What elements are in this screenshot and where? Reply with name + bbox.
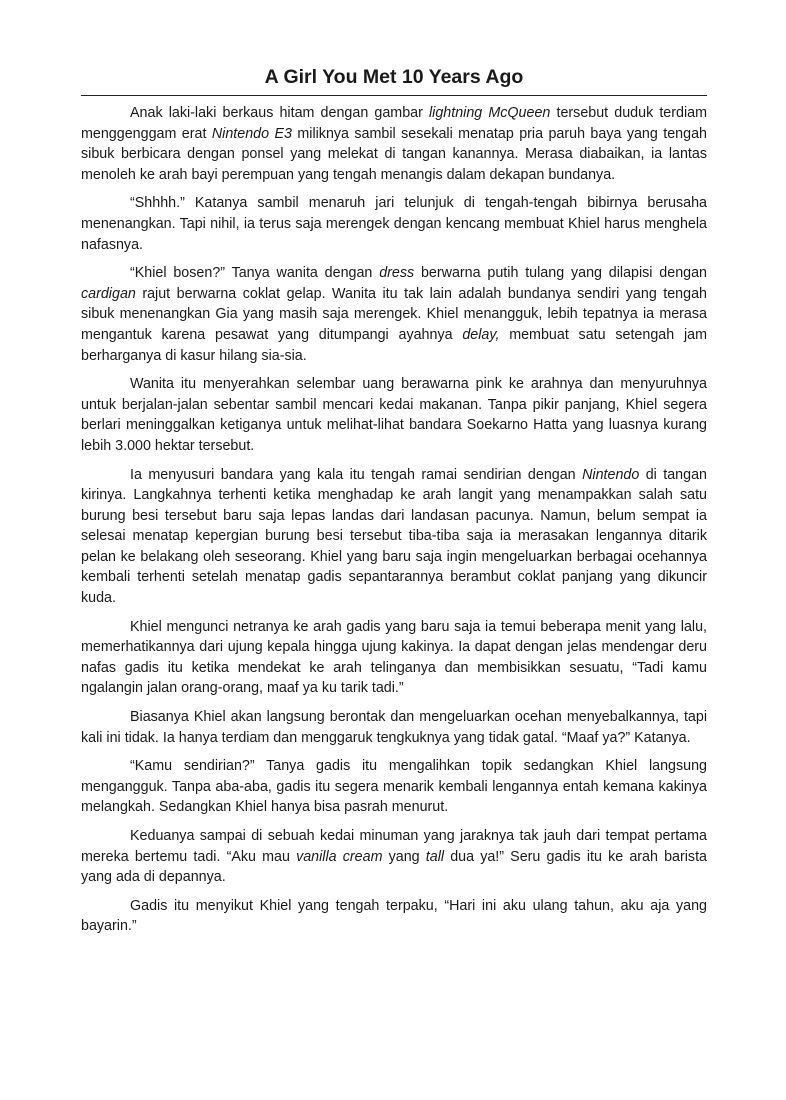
text-run: tersebut duduk terdiam menggenggam erat bbox=[81, 105, 708, 142]
italic-text-run: Nintendo bbox=[582, 466, 640, 483]
paragraph bbox=[81, 374, 707, 456]
italic-text-run: dress bbox=[379, 265, 415, 282]
text-run: Khiel mengunci netranya ke arah gadis yang baru saja ia temui beberapa menit yang lalu, memerhatikannya dari ujung kepala hingga ujung kakinya. Ia dapat dengan jelas mendengar deru nafas gadis itu ketika mendekat ke arah telinganya dan membisikkan sesuatu, “Tadi kamu ngalangin jalan orang-orang, maaf ya ku tarik tadi.” bbox=[81, 618, 707, 697]
paragraph bbox=[81, 756, 707, 818]
text-run: “Shhhh.” Katanya sambil menaruh jari telunjuk di tengah-tengah bibirnya berusaha menenangkan. Tapi nihil, ia terus saja merengek dengan kencang membuat Khiel harus menghela nafasnya. bbox=[81, 195, 707, 253]
italic-text-run: vanilla cream bbox=[296, 848, 383, 865]
story-title: A Girl You Met 10 Years Ago bbox=[264, 66, 524, 88]
paragraph bbox=[81, 193, 707, 255]
text-run: Gadis itu menyikut Khiel yang tengah terpaku, “Hari ini aku ulang tahun, aku aja yang bayarin.” bbox=[81, 897, 707, 935]
italic-text-run: lightning McQueen bbox=[428, 105, 551, 121]
text-run: Wanita itu menyerahkan selembar uang berawarna pink ke arahnya dan menyuruhnya untuk berjalan-jalan sebentar sambil mencari kedai makanan. Tanpa pikir panjang, Khiel segera berlari meninggalkan ketiganya untuk melihat-lihat bandara Soekarno Hatta yang luasnya kurang lebih 3.000 hektar tersebut. bbox=[81, 376, 707, 454]
text-run: Keduanya sampai di sebuah kedai minuman yang jaraknya tak jauh dari tempat pertama mereka bertemu tadi. “Aku mau bbox=[81, 828, 707, 865]
text-run: di tangan kirinya. Langkahnya terhenti ketika menghadap ke arah langit yang menampakkan salah satu burung besi tersebut baru saja lepas landas dari landasan pacunya. Namun, belum sempat ia selesai menatap kepergian burung besi tersebut tiba-tiba saja ia merasakan lengannya ditarik pelan ke belakang oleh seseorang. Khiel yang baru saja ingin mengeluarkan berbagai ocehannya kembali terhenti setelah menatap gadis sepantarannya berambut coklat panjang yang dikuncir kuda. bbox=[81, 466, 707, 607]
text-run: dua ya!” Seru gadis itu ke arah barista yang ada di depannya. bbox=[81, 848, 707, 886]
paragraph bbox=[81, 103, 707, 185]
paragraph bbox=[81, 263, 707, 366]
italic-text-run: tall bbox=[425, 848, 445, 865]
italic-text-run: delay, bbox=[462, 326, 500, 343]
text-run: rajut berwarna coklat gelap. Wanita itu tak lain adalah bundanya sendiri yang tengah sibuk menenangkan Gia yang masih saja merengek. Khiel menangguk, lebih tepatnya ia merasa mengantuk karena pesawat yang ditumpangi ayahnya bbox=[81, 285, 707, 343]
paragraph bbox=[81, 465, 707, 609]
text-run: “Kamu sendirian?” Tanya gadis itu mengalihkan topik sedangkan Khiel langsung mengangguk. Tanpa aba-aba, gadis itu segera menarik kembali lengannya entah kemana kakinya melangkah. Sedangkan Khiel hanya bisa pasrah menurut. bbox=[81, 758, 707, 816]
italic-text-run: Nintendo E3 bbox=[211, 125, 292, 142]
italic-text-run: cardigan bbox=[81, 285, 136, 302]
paragraph bbox=[81, 826, 707, 888]
text-run: “Khiel bosen?” Tanya wanita dengan bbox=[130, 265, 380, 282]
text-run: Ia menyusuri bandara yang kala itu tengah ramai sendirian dengan bbox=[130, 466, 583, 483]
text-run: Anak laki-laki berkaus hitam dengan gambar bbox=[130, 105, 429, 121]
title-underline bbox=[81, 95, 707, 96]
paragraph bbox=[81, 617, 707, 699]
text-run: miliknya sambil sesekali menatap pria paruh baya yang tengah sibuk berbicara dengan ponsel yang melekat di tangan kanannya. Merasa diabaikan, ia lantas menoleh ke arah bayi perempuan yang tengah menangis dalam dekapan bundanya. bbox=[81, 125, 707, 183]
paragraph bbox=[81, 896, 707, 937]
text-run: yang bbox=[382, 848, 426, 865]
text-run: membuat satu setengah jam berharganya di kasur hilang sia-sia. bbox=[81, 326, 707, 364]
text-run: Biasanya Khiel akan langsung berontak dan mengeluarkan ocehan menyebalkannya, tapi kali ini tidak. Ia hanya terdiam dan menggaruk tengkuknya yang tidak gatal. “Maaf ya?” Katanya. bbox=[81, 709, 707, 746]
story-body bbox=[81, 103, 707, 945]
text-run: berwarna putih tulang yang dilapisi dengan bbox=[414, 265, 708, 282]
paragraph bbox=[81, 707, 707, 748]
